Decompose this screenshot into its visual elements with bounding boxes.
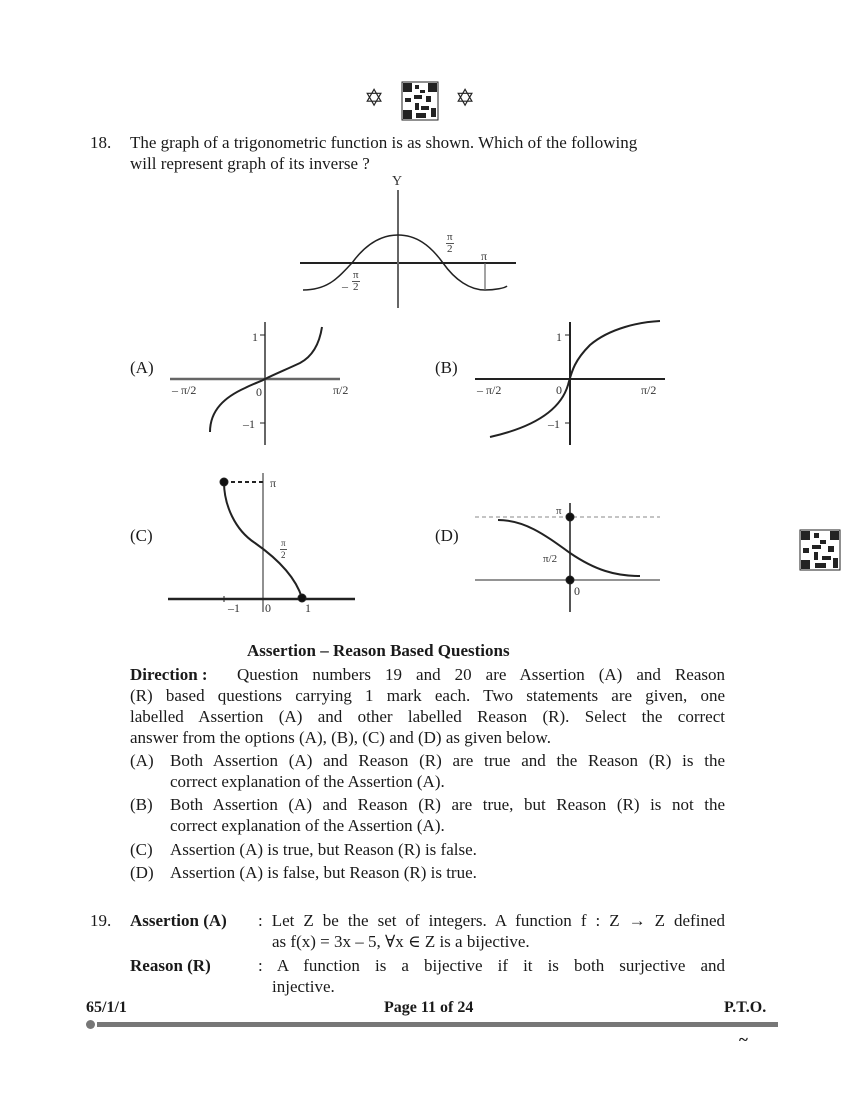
option-b-label: (B) bbox=[435, 358, 458, 377]
star-of-david-icon: ✡ bbox=[364, 86, 385, 112]
endpoint-dot bbox=[220, 478, 228, 486]
tick-label: π/2 bbox=[543, 553, 558, 565]
tilde-mark: ~ bbox=[739, 1030, 748, 1049]
paper-code: 65/1/1 bbox=[86, 999, 127, 1016]
tick-label: π bbox=[270, 476, 277, 490]
tick-label: π/2 bbox=[333, 383, 349, 397]
footer-rule bbox=[97, 1022, 778, 1027]
tick-label: – π/2 bbox=[172, 383, 197, 397]
tick-label: 1 bbox=[556, 330, 562, 344]
minus-sign: – bbox=[342, 279, 348, 293]
tick-label: 0 bbox=[256, 385, 262, 399]
reason-text: injective. bbox=[272, 977, 335, 996]
choice-text: Assertion (A) is false, but Reason (R) is true. bbox=[170, 863, 477, 882]
graph-c bbox=[168, 473, 355, 615]
direction-line: Question numbers 19 and 20 are Assertion (A) and Reason bbox=[237, 665, 725, 684]
choice-text: correct explanation of the Assertion (A). bbox=[170, 816, 445, 835]
choice-label: (D) bbox=[130, 863, 154, 882]
tick-label: π bbox=[556, 505, 562, 517]
graph-b bbox=[475, 321, 665, 445]
assertion-text: : Let Z be the set of integers. A function f : Z → Z defined bbox=[258, 911, 725, 930]
tick-label: 1 bbox=[252, 330, 258, 344]
tick-label: –1 bbox=[548, 417, 560, 431]
star-of-david-icon: ✡ bbox=[455, 86, 476, 112]
choice-label: (A) bbox=[130, 751, 154, 770]
option-d-label: (D) bbox=[435, 526, 459, 545]
tick-label: –1 bbox=[243, 417, 255, 431]
option-c-label: (C) bbox=[130, 526, 153, 545]
question-text-line: will represent graph of its inverse ? bbox=[130, 154, 370, 173]
choice-text: Assertion (A) is true, but Reason (R) is false. bbox=[170, 840, 477, 859]
neg-pi-over-2-label: $\frac{\pi}{2}$ bbox=[353, 269, 359, 293]
tick-label: 0 bbox=[556, 383, 562, 397]
tick-label: – π/2 bbox=[477, 383, 502, 397]
option-a-label: (A) bbox=[130, 358, 154, 377]
tick-label: 0 bbox=[574, 584, 580, 598]
tick-label: 1 bbox=[305, 601, 311, 615]
direction-line: labelled Assertion (A) and other labelled Reason (R). Select the correct bbox=[130, 707, 725, 726]
pi-label: π bbox=[481, 249, 488, 263]
assertion-label: Assertion (A) bbox=[130, 911, 227, 930]
choice-label: (B) bbox=[130, 795, 153, 814]
choice-label: (C) bbox=[130, 840, 153, 859]
pto-label: P.T.O. bbox=[724, 999, 767, 1016]
question-number: 18. bbox=[90, 133, 112, 152]
section-heading: Assertion – Reason Based Questions bbox=[247, 641, 510, 660]
choice-text: Both Assertion (A) and Reason (R) are true, but Reason (R) is not the bbox=[170, 795, 725, 814]
pi-over-2-label: $\frac{\pi}{2}$ bbox=[447, 231, 453, 255]
choice-text: correct explanation of the Assertion (A). bbox=[170, 772, 445, 791]
reason-text: : A function is a bijective if it is both surjective and bbox=[258, 956, 725, 975]
page-number: Page 11 of 24 bbox=[384, 999, 474, 1016]
reason-label: Reason (R) bbox=[130, 956, 211, 975]
tick-label: π/2 bbox=[641, 383, 657, 397]
tick-label: 0 bbox=[265, 601, 271, 615]
tick-label-pi-over-2: $\frac{\pi}{2}$ bbox=[281, 538, 286, 560]
graph-d bbox=[475, 503, 660, 612]
direction-label: Direction : bbox=[130, 665, 208, 684]
question-text-line: The graph of a trigonometric function is as shown. Which of the following bbox=[130, 133, 638, 152]
footer-dot bbox=[86, 1020, 95, 1029]
question-number: 19. bbox=[90, 911, 112, 930]
point-dot bbox=[566, 513, 574, 521]
direction-line: (R) based questions carrying 1 mark each. Two statements are given, one bbox=[130, 686, 725, 705]
tick-label: –1 bbox=[228, 601, 240, 615]
y-axis-label: Y bbox=[392, 174, 403, 189]
assertion-text: as f(x) = 3x – 5, ∀x ∈ Z is a bijective. bbox=[272, 932, 530, 951]
direction-line: answer from the options (A), (B), (C) and (D) as given below. bbox=[130, 728, 551, 747]
choice-text: Both Assertion (A) and Reason (R) are true and the Reason (R) is the bbox=[170, 751, 725, 770]
point-dot bbox=[566, 576, 574, 584]
